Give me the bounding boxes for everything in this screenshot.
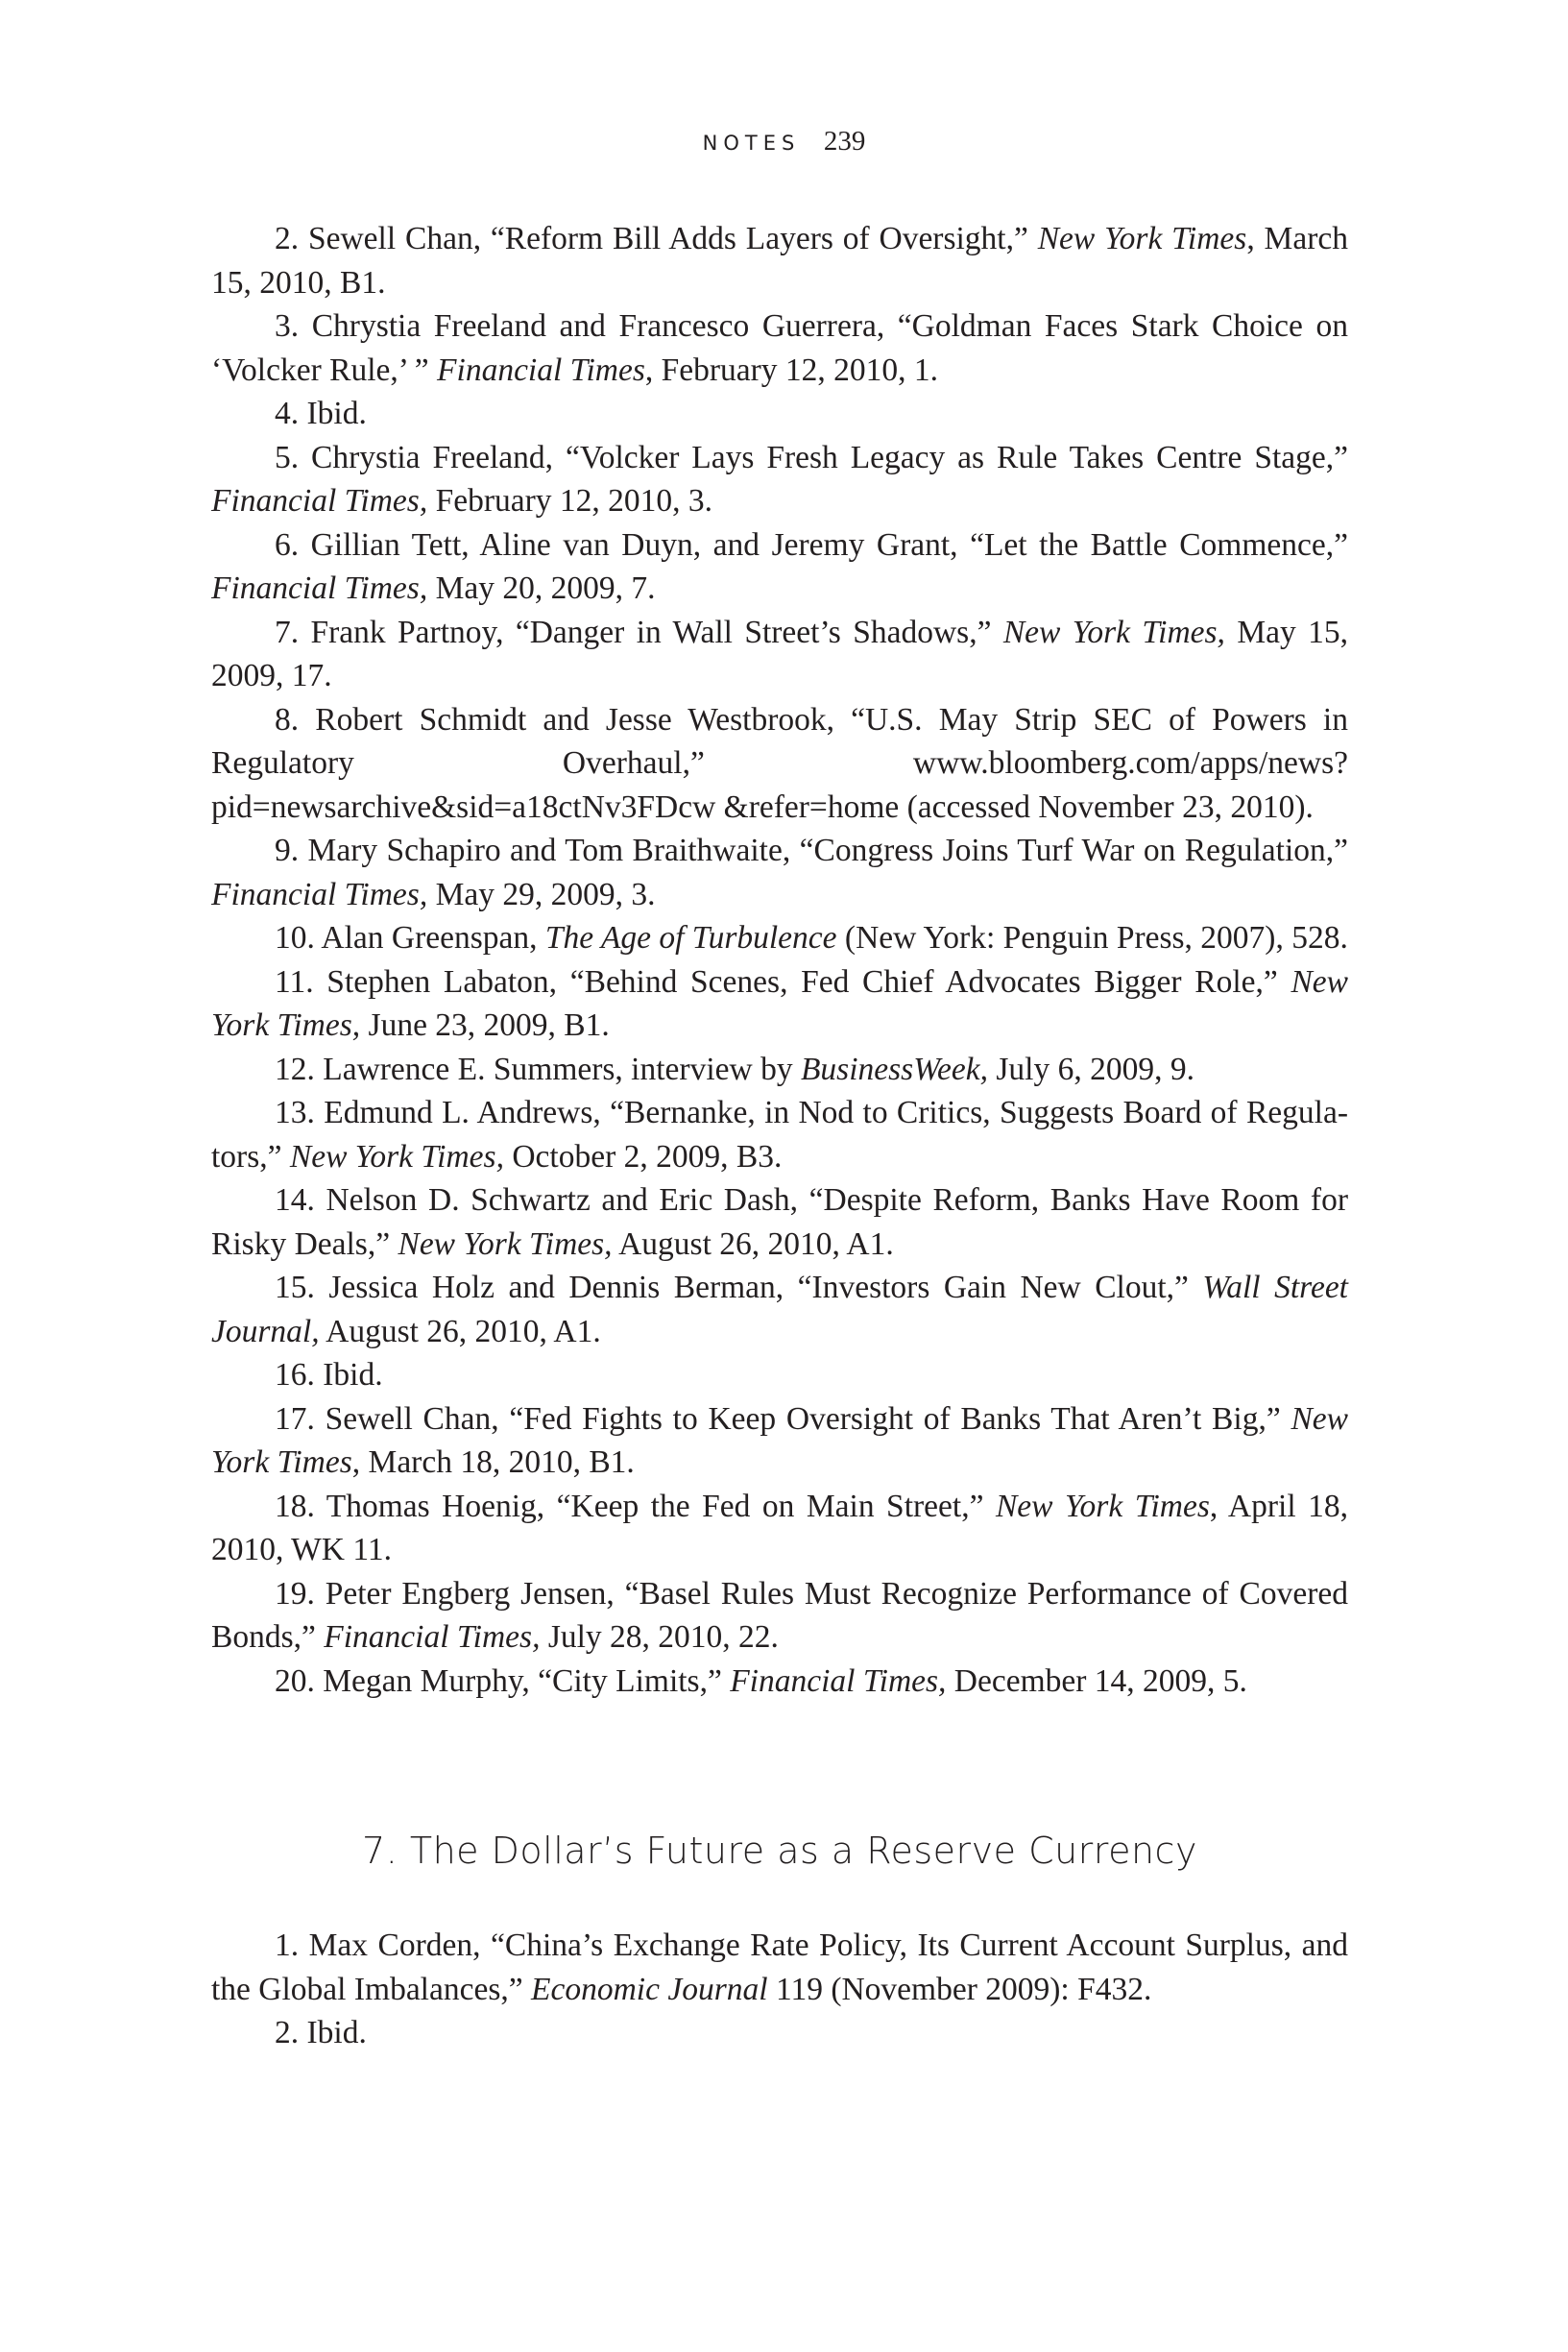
note-item: 2. Ibid. <box>275 2015 367 2050</box>
note-item: 19. Peter Engberg Jensen, “Basel Rules Must Recognize Performance of Covered Bonds,” Financial Times, July 28, 2010, 22. <box>211 1575 1348 1655</box>
note-item: 4. Ibid. <box>275 396 367 431</box>
note-item: 13. Edmund L. Andrews, “Bernanke, in Nod to Critics, Suggests Board of Regulators,” New York Times, October 2, 2009, B3. <box>211 1095 1348 1175</box>
note-item: 16. Ibid. <box>275 1357 383 1393</box>
note-item: 5. Chrystia Freeland, “Volcker Lays Fresh Legacy as Rule Takes Centre Stage,” Financial Times, February 12, 2010, 3. <box>211 439 1348 519</box>
note-item: 14. Nelson D. Schwartz and Eric Dash, “Despite Reform, Banks Have Room for Risky Deals,” New York Times, August 26, 2010, A1. <box>211 1182 1348 1262</box>
note-item: 11. Stephen Labaton, “Behind Scenes, Fed Chief Advocates Bigger Role,” New York Times, June 23, 2009, B1. <box>211 963 1348 1043</box>
note-item: 7. Frank Partnoy, “Danger in Wall Street’s Shadows,” New York Times, May 15, 2009, 17. <box>211 614 1348 693</box>
notes-list-section-2 <box>211 1924 1348 2055</box>
note-item: 12. Lawrence E. Summers, interview by BusinessWeek, July 6, 2009, 9. <box>275 1051 1194 1087</box>
note-item: 10. Alan Greenspan, The Age of Turbulence (New York: Penguin Press, 2007), 528. <box>275 920 1348 956</box>
note-item: 1. Max Corden, “China’s Exchange Rate Policy, Its Current Account Surplus, and the Global Imbalances,” Economic Journal 119 (November 2009): F432. <box>211 1928 1348 2007</box>
note-item: 2. Sewell Chan, “Reform Bill Adds Layers of Oversight,” New York Times, March 15, 2010, B1. <box>211 221 1348 301</box>
note-item: 18. Thomas Hoenig, “Keep the Fed on Main Street,” New York Times, April 18, 2010, WK 11. <box>211 1488 1348 1567</box>
note-item: 15. Jessica Holz and Dennis Berman, “Investors Gain New Clout,” Wall Street Journal, August 26, 2010, A1. <box>211 1270 1348 1349</box>
note-item: 3. Chrystia Freeland and Francesco Guerrera, “Goldman Faces Stark Choice on ‘Volcker Rule,’ ” Financial Times, February 12, 2010, 1. <box>211 308 1348 388</box>
running-head <box>0 126 1568 158</box>
note-item: 17. Sewell Chan, “Fed Fights to Keep Oversight of Banks That Aren’t Big,” New York Times, March 18, 2010, B1. <box>211 1400 1348 1480</box>
notes-list-section-1 <box>211 217 1348 1703</box>
running-head-label: NOTES <box>702 132 801 155</box>
chapter-heading: 7. The Dollar’s Future as a Reserve Currency <box>362 1830 1197 1872</box>
note-item: 8. Robert Schmidt and Jesse Westbrook, “U.S. May Strip SEC of Powers in Regulatory Overhaul,” www.bloomberg.com/apps/news?pid=newsarchive&sid=a18ctNv3FDcw &refer=home (accessed November 23, 2010). <box>211 701 1348 825</box>
note-item: 20. Megan Murphy, “City Limits,” Financial Times, December 14, 2009, 5. <box>275 1662 1247 1699</box>
page-number: 239 <box>823 126 866 157</box>
note-item: 6. Gillian Tett, Aline van Duyn, and Jeremy Grant, “Let the Battle Commence,” Financial Times, May 20, 2009, 7. <box>211 526 1348 606</box>
note-item: 9. Mary Schapiro and Tom Braithwaite, “Congress Joins Turf War on Regulation,” Financial Times, May 29, 2009, 3. <box>211 833 1348 912</box>
